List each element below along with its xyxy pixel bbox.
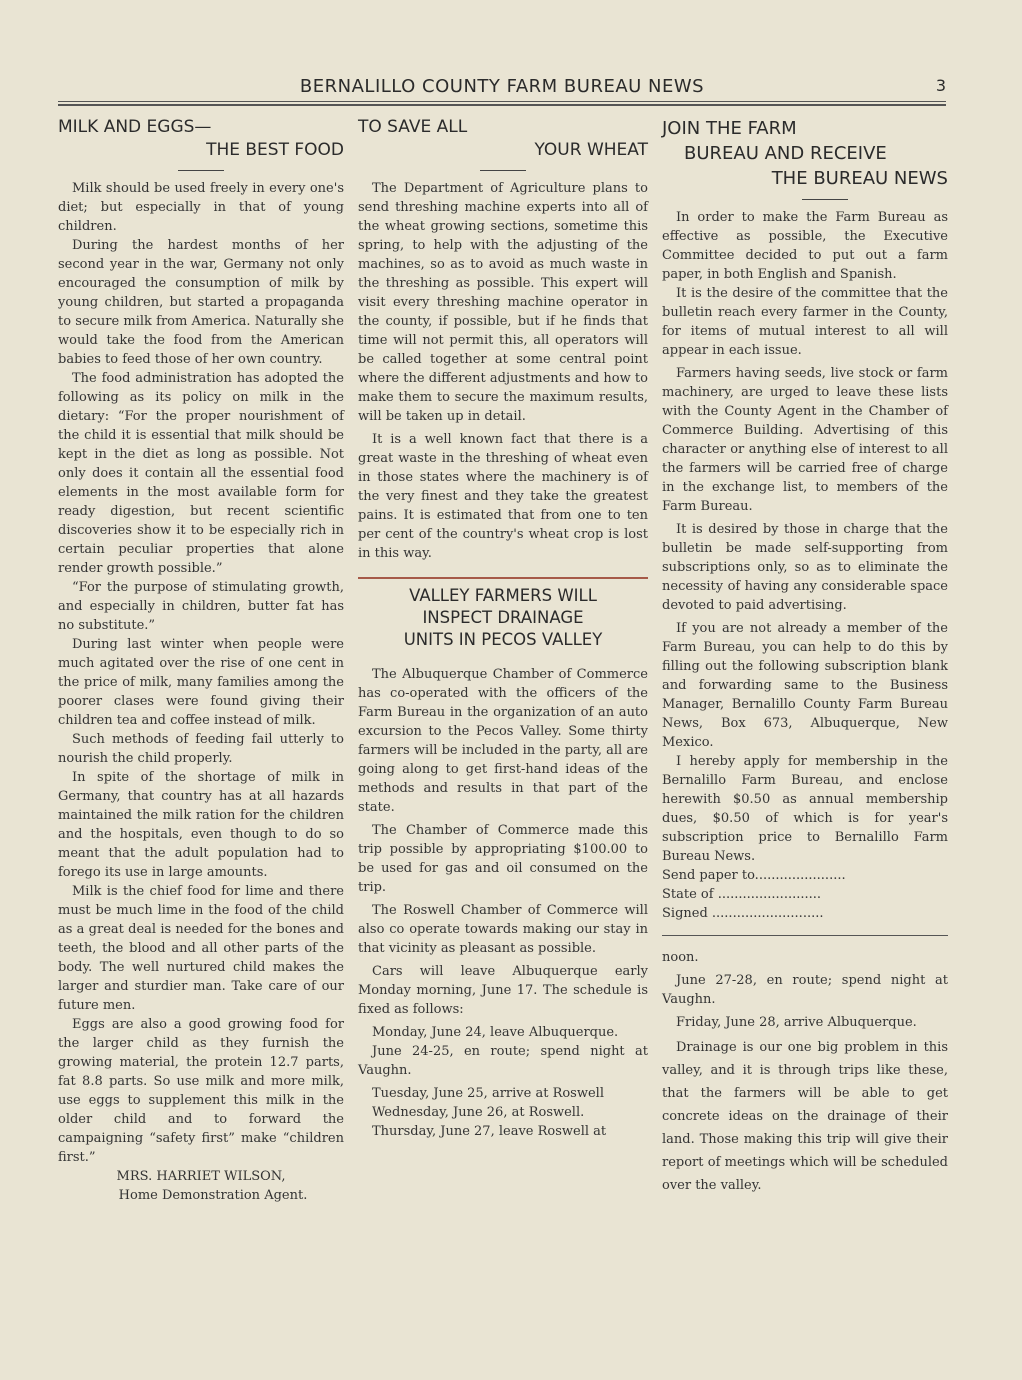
section-separator	[662, 935, 948, 936]
signature-name: MRS. HARRIET WILSON,	[116, 1169, 286, 1184]
heading-line: INSPECT DRAINAGE	[422, 608, 584, 627]
schedule-item: June 27-28, en route; spend night at Vaughn.	[662, 973, 948, 1007]
heading-line: JOIN THE FARM	[662, 118, 797, 139]
form-send-paper: Send paper to......................	[662, 868, 846, 883]
masthead-rule-bottom	[58, 104, 946, 106]
heading-divider	[802, 199, 848, 200]
column-2	[358, 116, 648, 1149]
article-join-farm-bureau	[662, 116, 948, 923]
article-heading	[662, 116, 948, 191]
schedule-item: Friday, June 28, arrive Albuquerque.	[676, 1015, 917, 1030]
paragraph: “For the purpose of stimulating growth, and especially in children, butter fat has no substitute.”	[58, 580, 344, 633]
heading-line: VALLEY FARMERS WILL	[409, 586, 597, 605]
article-heading	[58, 116, 344, 162]
heading-line: BUREAU AND RECEIVE	[684, 143, 887, 164]
article-save-wheat	[358, 116, 648, 563]
paragraph: Milk should be used freely in every one's diet; but especially in that of young children.	[58, 181, 344, 234]
paragraph: It is desired by those in charge that the bulletin be made self-supporting from subscriptions only, so as to eliminate the necessity of having any considerable space devoted to paid advertising.	[662, 522, 948, 613]
column-3	[662, 116, 948, 1197]
paragraph: During the hardest months of her second year in the war, Germany not only encouraged the consumption of milk by young children, but started a propaganda to secure milk from America. Naturally she would take the food from the American babies to feed those of her own country.	[58, 238, 344, 367]
column-1	[58, 116, 344, 1205]
heading-spacer	[358, 651, 648, 665]
paragraph: Farmers having seeds, live stock or farm machinery, are urged to leave these lists with the County Agent in the Chamber of Commerce Building. Advertising of this character or anything else of interest to all the farmers will be carried free of charge in the exchange list, to members of the Farm Bureau.	[662, 366, 948, 514]
schedule-item: Tuesday, June 25, arrive at Roswell	[372, 1086, 604, 1101]
schedule-item: Wednesday, June 26, at Roswell.	[372, 1105, 585, 1120]
paragraph: Drainage is our one big problem in this valley, and it is through trips like these, that the farmers will be able to get concrete ideas on the drainage of their land. Those making this trip will give their report of meetings which will be scheduled over the valley.	[662, 1040, 948, 1193]
article-milk-and-eggs	[58, 116, 344, 1205]
paragraph: Cars will leave Albuquerque early Monday morning, June 17. The schedule is fixed as follows:	[358, 964, 648, 1017]
paragraph: The Department of Agriculture plans to send threshing machine experts into all of the wheat growing sections, sometime this spring, to help with the adjusting of the machines, so as to avoid as much waste in the threshing as possible. This expert will visit every threshing machine operator in the county, if possible, but if he finds that time will not permit this, all operators will be called together at some central point where the different adjustments and how to make them to secure the maximum results, will be taken up in detail.	[358, 181, 648, 424]
paragraph: Such methods of feeding fail utterly to nourish the child properly.	[58, 732, 344, 766]
heading-line: TO SAVE ALL	[358, 117, 468, 137]
signature-title: Home Demonstration Agent.	[118, 1188, 308, 1203]
paragraph: If you are not already a member of the Farm Bureau, you can help to do this by filling out the following subscription blank and forwarding same to the Business Manager, Bernalillo County Farm Bureau News, Box 673, Albuquerque, New Mexico.	[662, 621, 948, 750]
paragraph: I hereby apply for membership in the Bernalillo Farm Bureau, and enclose herewith $0.50 as annual membership dues, $0.50 of which is for year's subscription price to Bernalillo Farm Bureau News.	[662, 754, 948, 864]
paragraph: During last winter when people were much agitated over the rise of one cent in the price of milk, many families among the poorer clases were found giving their children tea and coffee instead of milk.	[58, 637, 344, 728]
paragraph: In order to make the Farm Bureau as effective as possible, the Executive Committee decided to put out a farm paper, in both English and Spanish.	[662, 210, 948, 282]
heading-line: YOUR WHEAT	[534, 140, 648, 160]
schedule-item: Thursday, June 27, leave Roswell at	[372, 1124, 607, 1139]
heading-line: THE BEST FOOD	[206, 140, 344, 160]
paragraph: Eggs are also a good growing food for the larger child as they furnish the growing material, the protein 12.7 parts, fat 8.8 parts. So use milk and more milk, use eggs to supplement this milk in the older child and to forward the campaigning “safety first” make “children first.”	[58, 1017, 344, 1165]
paragraph: The Roswell Chamber of Commerce will also co operate towards making our stay in that vicinity as pleasant as possible.	[358, 903, 648, 956]
paragraph: noon.	[662, 950, 699, 965]
page-number: 3	[935, 76, 946, 95]
masthead-rule-top	[58, 101, 946, 102]
paragraph: It is the desire of the committee that the bulletin reach every farmer in the County, for items of mutual interest to all will appear in each issue.	[662, 286, 948, 358]
article-pecos-valley-continued	[662, 948, 948, 1197]
article-heading	[358, 585, 648, 651]
form-state: State of .........................	[662, 887, 822, 902]
form-signed: Signed ...........................	[662, 906, 824, 921]
masthead-title: BERNALILLO COUNTY FARM BUREAU NEWS	[299, 76, 705, 97]
paragraph: The Albuquerque Chamber of Commerce has co-operated with the officers of the Farm Bureau in the organization of an auto excursion to the Pecos Valley. Some thirty farmers will be included in the party, all are going along to get first-hand ideas of the methods and results in that part of the state.	[358, 667, 648, 815]
schedule-item: June 24-25, en route; spend night at Vaughn.	[358, 1044, 648, 1078]
schedule-item: Monday, June 24, leave Albuquerque.	[372, 1025, 619, 1040]
heading-divider	[178, 170, 224, 171]
heading-line: THE BUREAU NEWS	[771, 168, 948, 189]
article-pecos-valley	[358, 577, 648, 1141]
heading-line: UNITS IN PECOS VALLEY	[403, 630, 603, 649]
paragraph: The food administration has adopted the following as its policy on milk in the dietary: “For the proper nourishment of the child it is essential that milk should be kept in the diet as long as possible. Not only does it contain all the essential food elements in the most available form for ready digestion, but recent scientific discoveries show it to be especially rich in certain peculiar properties that alone render growth possible.”	[58, 371, 344, 576]
heading-line: MILK AND EGGS—	[58, 117, 212, 137]
paragraph: Milk is the chief food for lime and there must be much lime in the food of the child as a great deal is needed for the bones and teeth, the blood and all other parts of the body. The well nurtured child makes the larger and sturdier man. Take care of our future men.	[58, 884, 344, 1013]
paragraph: The Chamber of Commerce made this trip possible by appropriating $100.00 to be used for gas and oil consumed on the trip.	[358, 823, 648, 895]
heading-divider	[480, 170, 526, 171]
article-heading	[358, 116, 648, 162]
paragraph: It is a well known fact that there is a great waste in the threshing of wheat even in those states where the machinery is of the very finest and they take the greatest pains. It is estimated that from one to ten per cent of the country's wheat crop is lost in this way.	[358, 432, 648, 561]
paragraph: In spite of the shortage of milk in Germany, that country has at all hazards maintained the milk ration for the children and the hospitals, even though to do so meant that the adult population had to forego its use in large amounts.	[58, 770, 344, 880]
